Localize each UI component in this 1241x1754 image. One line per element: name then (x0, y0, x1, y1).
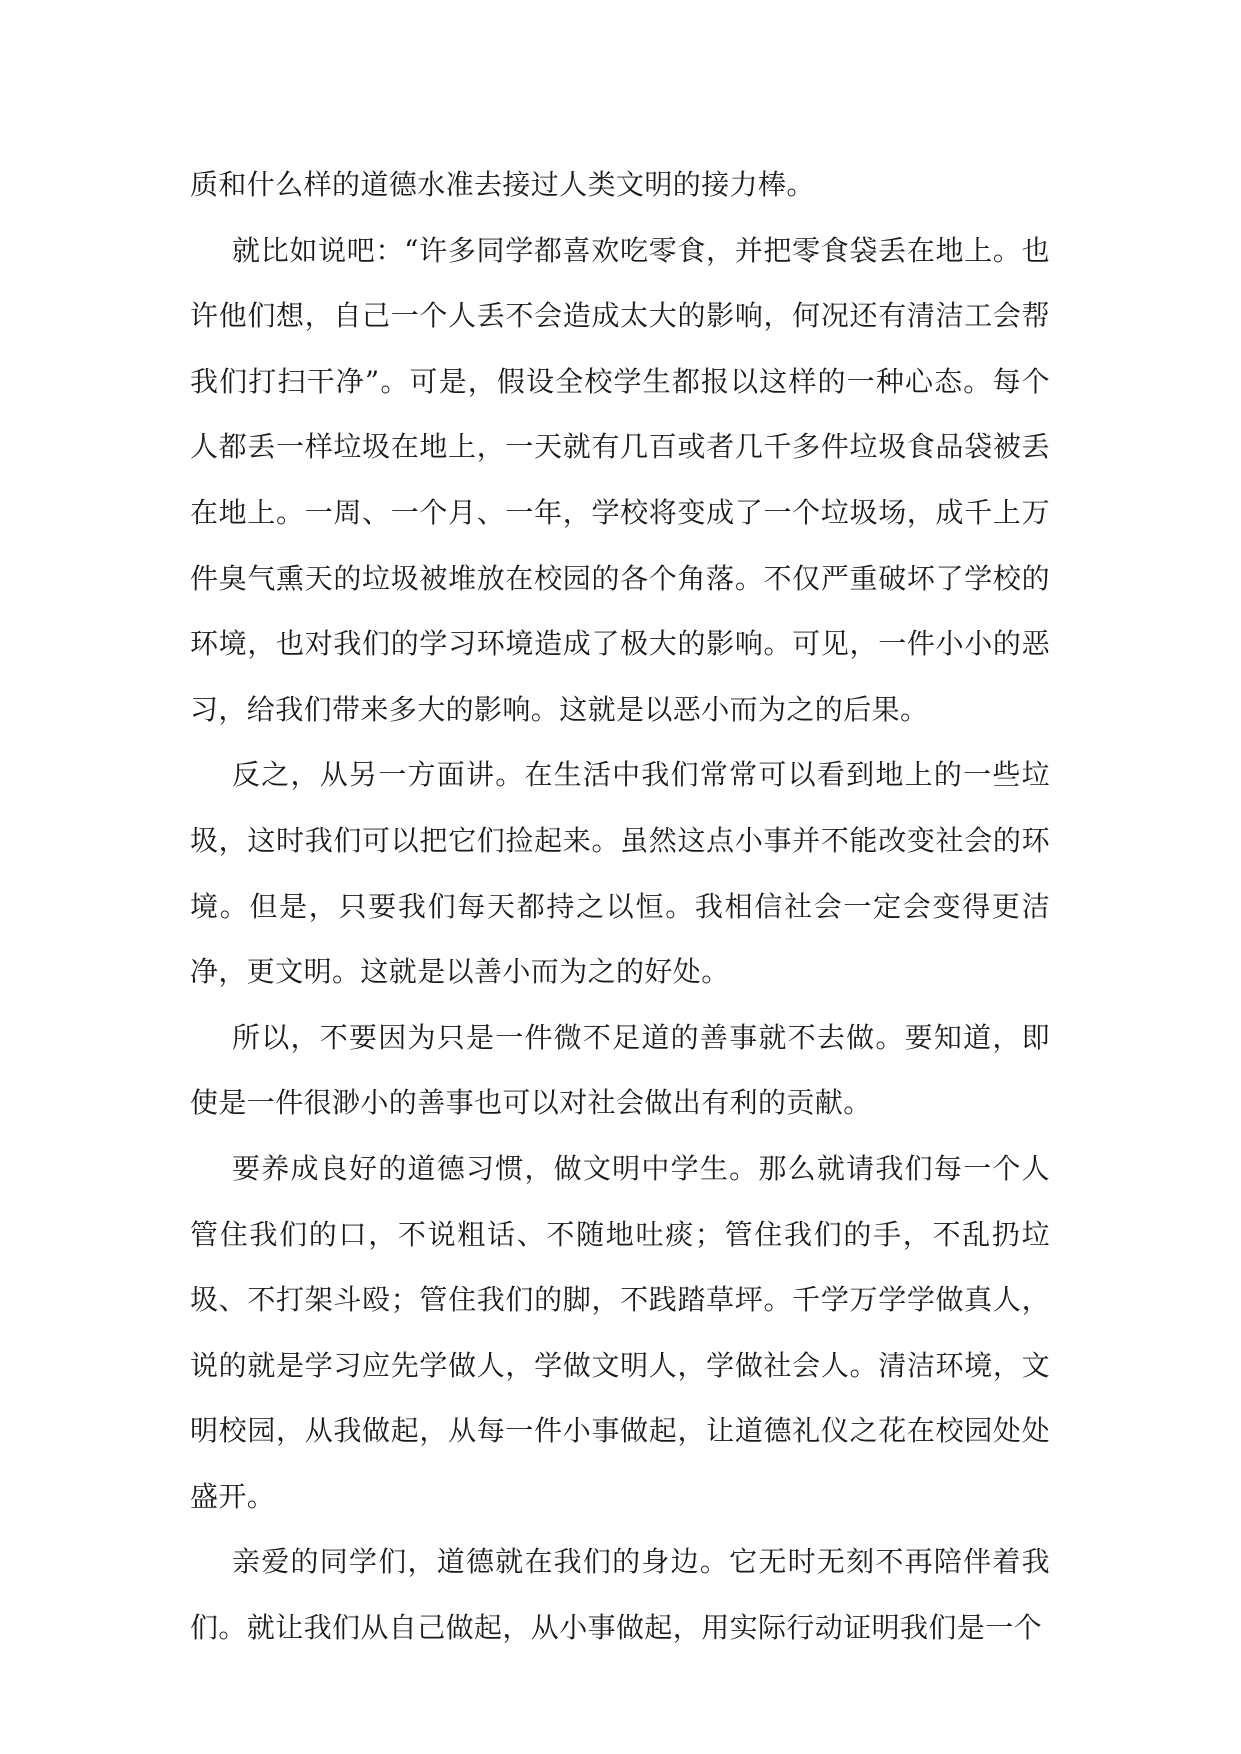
document-body (190, 152, 1050, 1661)
paragraph-6: 亲爱的同学们，道德就在我们的身边。它无时无刻不再陪伴着我们。就让我们从自己做起，从小事做起，用实际行动证明我们是一个 (190, 1545, 1050, 1645)
paragraph-4: 所以，不要因为只是一件微不足道的善事就不去做。要知道，即使是一件很渺小的善事也可以对社会做出有利的贡献。 (190, 1020, 1050, 1120)
paragraph-3: 反之，从另一方面讲。在生活中我们常常可以看到地上的一些垃圾，这时我们可以把它们捡起来。虽然这点小事并不能改变社会的环境。但是，只要我们每天都持之以恒。我相信社会一定会变得更洁净，更文明。这就是以善小而为之的好处。 (190, 758, 1050, 989)
paragraph-5: 要养成良好的道德习惯，做文明中学生。那么就请我们每一个人管住我们的口，不说粗话、不随地吐痰；管住我们的手，不乱扔垃圾、不打架斗殴；管住我们的脚，不践踏草坪。千学万学学做真人，说的就是学习应先学做人，学做文明人，学做社会人。清洁环境，文明校园，从我做起，从每一件小事做起，让道德礼仪之花在校园处处盛开。 (190, 1151, 1050, 1513)
paragraph-2: 就比如说吧：“许多同学都喜欢吃零食，并把零食袋丢在地上。也许他们想，自己一个人丢不会造成太大的影响，何况还有清洁工会帮我们打扫干净”。可是，假设全校学生都报以这样的一种心态。每个人都丢一样垃圾在地上，一天就有几百或者几千多件垃圾食品袋被丢在地上。一周、一个月、一年，学校将变成了一个垃圾场，成千上万件臭气熏天的垃圾被堆放在校园的各个角落。不仅严重破坏了学校的环境，也对我们的学习环境造成了极大的影响。可见，一件小小的恶习，给我们带来多大的影响。这就是以恶小而为之的后果。 (190, 233, 1050, 726)
paragraph-1: 质和什么样的道德水准去接过人类文明的接力棒。 (190, 168, 815, 201)
